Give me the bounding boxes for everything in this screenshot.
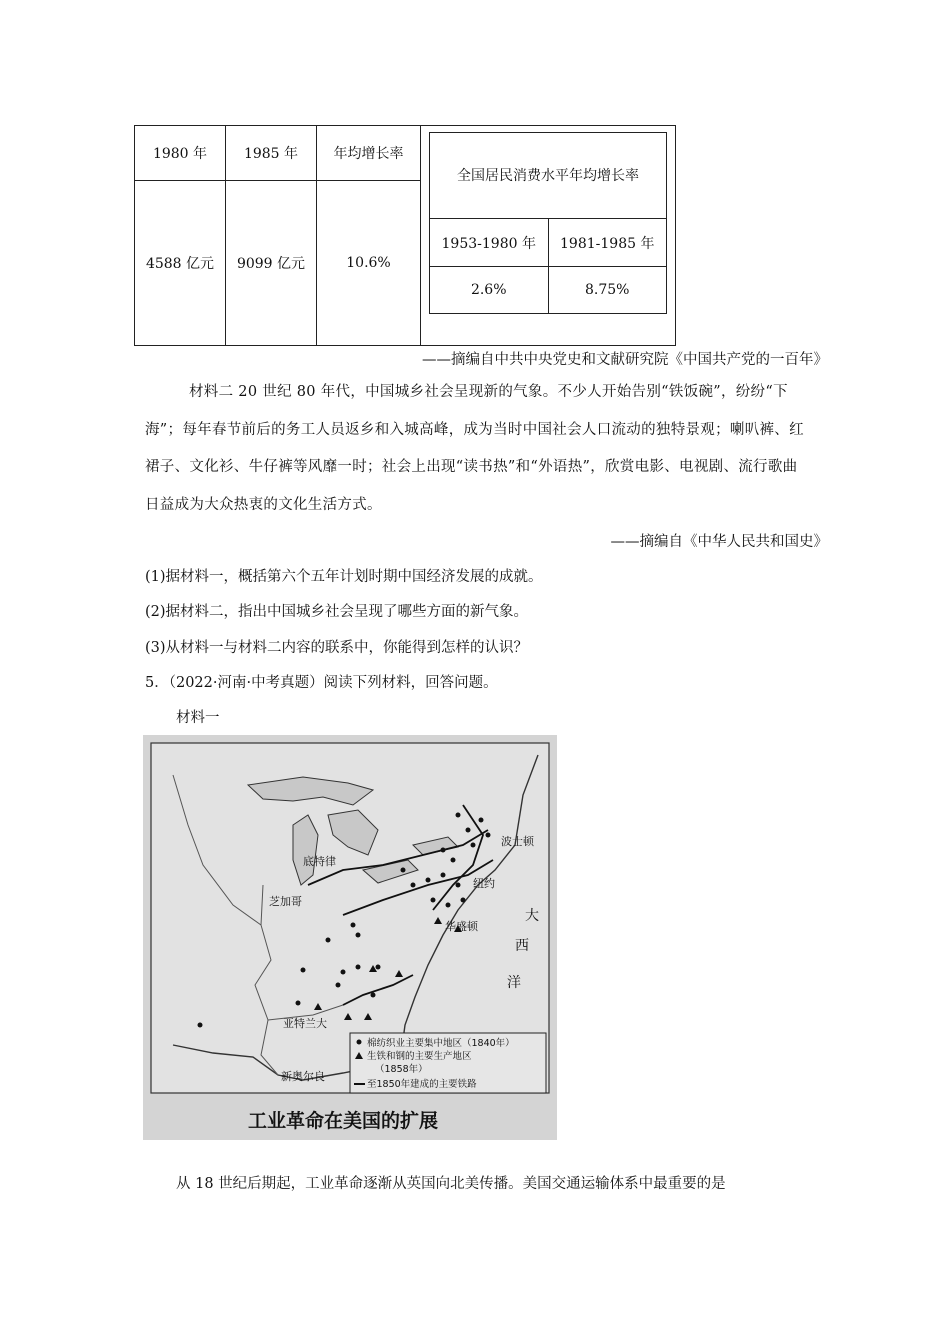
legend-iron-year: （1858年） — [375, 1064, 428, 1075]
label-boston: 波士顿 — [501, 835, 534, 848]
col2-value: 8.75% — [548, 267, 667, 314]
us-industrial-map — [143, 735, 557, 1140]
question-1: (1)据材料一，概括第六个五年计划时期中国经济发展的成就。 — [145, 569, 543, 585]
inner-table-cell — [421, 126, 676, 346]
consumption-title: 全国居民消费水平年均增长率 — [430, 133, 667, 219]
material-2-paragraph: 材料二 20 世纪 80 年代，中国城乡社会呈现新的气象。不少人开始告别“铁饭碗”，纷纷“下海”；每年春节前后的务工人员返乡和入城高峰，成为当时中国社会人口流动的独特景观；喇叭裤、红裙子、文化衫、牛仔裤等风靡一时；社会上出现“读书热”和“外语热”，欣赏电影、电视剧、流行歌曲日益成为大众热衷的文化生活方式。 — [145, 384, 804, 513]
value-1985: 9099 亿元 — [226, 181, 317, 346]
question-2: (2)据材料二，指出中国城乡社会呈现了哪些方面的新气象。 — [145, 604, 529, 620]
data-table — [134, 125, 676, 346]
ocean-char-3: 洋 — [507, 975, 521, 991]
label-detroit: 底特律 — [303, 855, 336, 868]
question-3: (3)从材料一与材料二内容的联系中，你能得到怎样的认识？ — [145, 640, 529, 656]
question-5-header: 5．（2022·河南·中考真题）阅读下列材料，回答问题。 — [145, 675, 498, 691]
legend-iron: 生铁和钢的主要生产地区 — [367, 1051, 472, 1062]
legend-railway: 至1850年建成的主要铁路 — [367, 1079, 477, 1090]
source-2: ——摘编自《中华人民共和国史》 — [610, 534, 828, 550]
map-graphic — [143, 735, 557, 1140]
map-title: 工业革命在美国的扩展 — [247, 1110, 439, 1132]
value-growth: 10.6% — [317, 181, 421, 346]
legend-cotton: 棉纺织业主要集中地区（1840年） — [367, 1038, 515, 1049]
ocean-char-2: 西 — [515, 938, 529, 954]
header-growth: 年均增长率 — [317, 126, 421, 181]
col1-value: 2.6% — [430, 267, 549, 314]
label-newyork: 纽约 — [473, 877, 495, 890]
col2-header: 1981-1985 年 — [548, 219, 667, 267]
ocean-char-1: 大 — [525, 908, 539, 924]
label-neworleans: 新奥尔良 — [281, 1070, 325, 1083]
material-1-text: 从 18 世纪后期起，工业革命逐渐从英国向北美传播。美国交通运输体系中最重要的是 — [176, 1176, 726, 1192]
header-1980: 1980 年 — [135, 126, 226, 181]
label-atlanta: 亚特兰大 — [283, 1017, 327, 1030]
header-1985: 1985 年 — [226, 126, 317, 181]
source-1: ——摘编自中共中央党史和文献研究院《中国共产党的一百年》 — [422, 352, 828, 368]
material-1-label: 材料一 — [176, 710, 220, 726]
label-washington: 华盛顿 — [445, 920, 478, 933]
value-1980: 4588 亿元 — [135, 181, 226, 346]
label-chicago: 芝加哥 — [269, 895, 302, 908]
consumption-table — [429, 132, 667, 314]
col1-header: 1953-1980 年 — [430, 219, 549, 267]
